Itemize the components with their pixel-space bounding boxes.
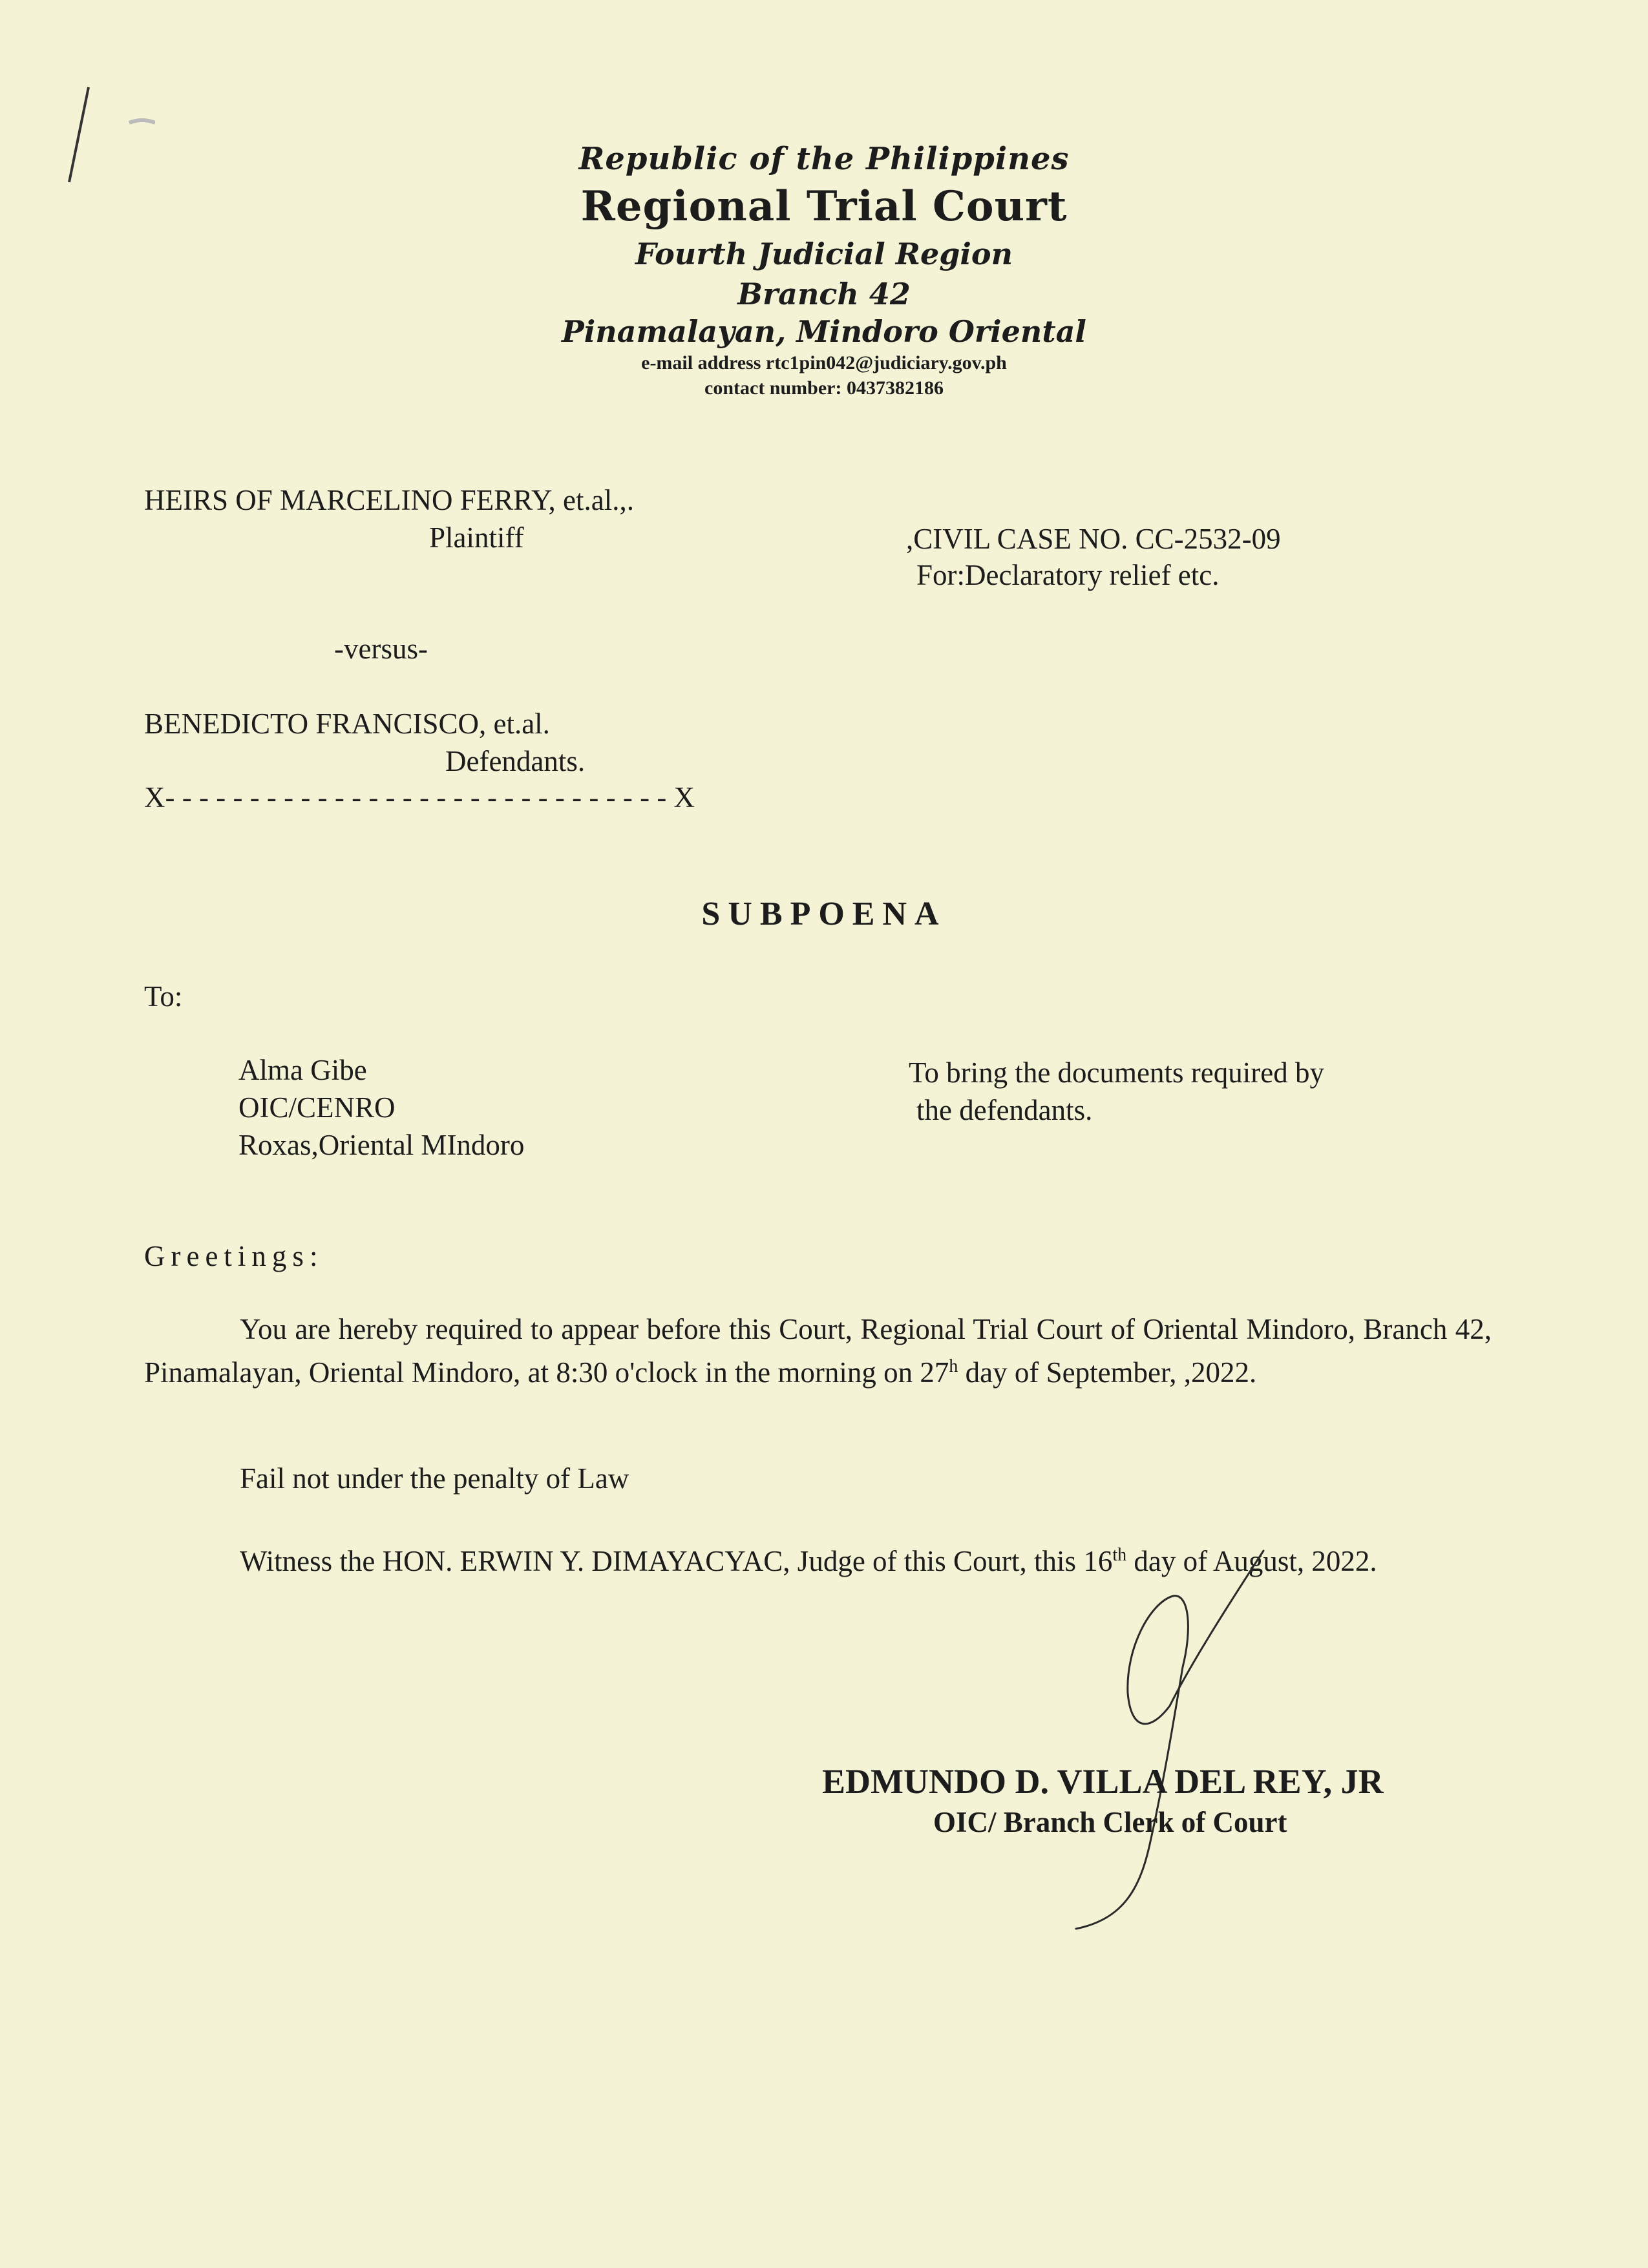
appearance-day-suffix: h bbox=[949, 1356, 958, 1376]
appearance-text: You are hereby required to appear before this Court, Regional Trial Court of Oriental Mindoro, Branch 42, Pinamalayan, Oriental Mindoro, at 8:30 o'clock in the morning on bbox=[144, 1313, 1492, 1389]
witness-tail: day of August, 2022. bbox=[1134, 1545, 1377, 1577]
letterhead-branch: Branch 42 bbox=[737, 277, 911, 311]
caption-separator: X- - - - - - - - - - - - - - - - - - - - - - - - - - - - - - X bbox=[144, 781, 695, 814]
signatory-name: EDMUNDO D. VILLA DEL REY, JR bbox=[822, 1762, 1384, 1801]
versus-label: -versus- bbox=[334, 633, 428, 665]
addressee-position: OIC/CENRO bbox=[238, 1091, 396, 1124]
appearance-day: 27 bbox=[920, 1356, 949, 1389]
addressee-name: Alma Gibe bbox=[238, 1054, 367, 1086]
letterhead-email: e-mail address rtc1pin042@judiciary.gov.ph bbox=[641, 352, 1007, 373]
appearance-paragraph bbox=[144, 1310, 1492, 1391]
witness-day-suffix: th bbox=[1112, 1545, 1127, 1565]
defendant-label: Defendants. bbox=[445, 745, 586, 777]
plaintiffs-name: HEIRS OF MARCELINO FERRY, et.al.,. bbox=[144, 484, 634, 516]
letterhead-region: Fourth Judicial Region bbox=[635, 236, 1013, 271]
document-title: SUBPOENA bbox=[701, 896, 947, 932]
signatory-title: OIC/ Branch Clerk of Court bbox=[933, 1806, 1287, 1838]
appearance-tail: day of September, ,2022. bbox=[965, 1356, 1257, 1389]
case-number: ,CIVIL CASE NO. CC-2532-09 bbox=[906, 523, 1281, 555]
case-nature: For:Declaratory relief etc. bbox=[916, 559, 1220, 591]
plaintiff-label: Plaintiff bbox=[429, 521, 524, 554]
letterhead-contact: contact number: 0437382186 bbox=[704, 377, 944, 399]
penalty-paragraph: Fail not under the penalty of Law bbox=[240, 1462, 629, 1495]
letterhead-court-name: Regional Trial Court bbox=[580, 182, 1068, 231]
letterhead-republic: Republic of the Philippines bbox=[578, 141, 1070, 177]
handwritten-signature-icon bbox=[1060, 1538, 1293, 1951]
defendants-name: BENEDICTO FRANCISCO, et.al. bbox=[144, 708, 550, 740]
to-label: To: bbox=[144, 980, 183, 1013]
addressee-address: Roxas,Oriental MIndoro bbox=[238, 1129, 525, 1161]
greeting: Greetings: bbox=[144, 1240, 324, 1272]
witness-day: 16 bbox=[1083, 1545, 1113, 1577]
witness-text: Witness the HON. ERWIN Y. DIMAYACYAC, Judge of this Court, this bbox=[240, 1545, 1077, 1577]
instruction-line-1: To bring the documents required by bbox=[909, 1056, 1324, 1089]
letterhead-location: Pinamalayan, Mindoro Oriental bbox=[562, 314, 1086, 349]
instruction-line-2: the defendants. bbox=[916, 1094, 1093, 1126]
